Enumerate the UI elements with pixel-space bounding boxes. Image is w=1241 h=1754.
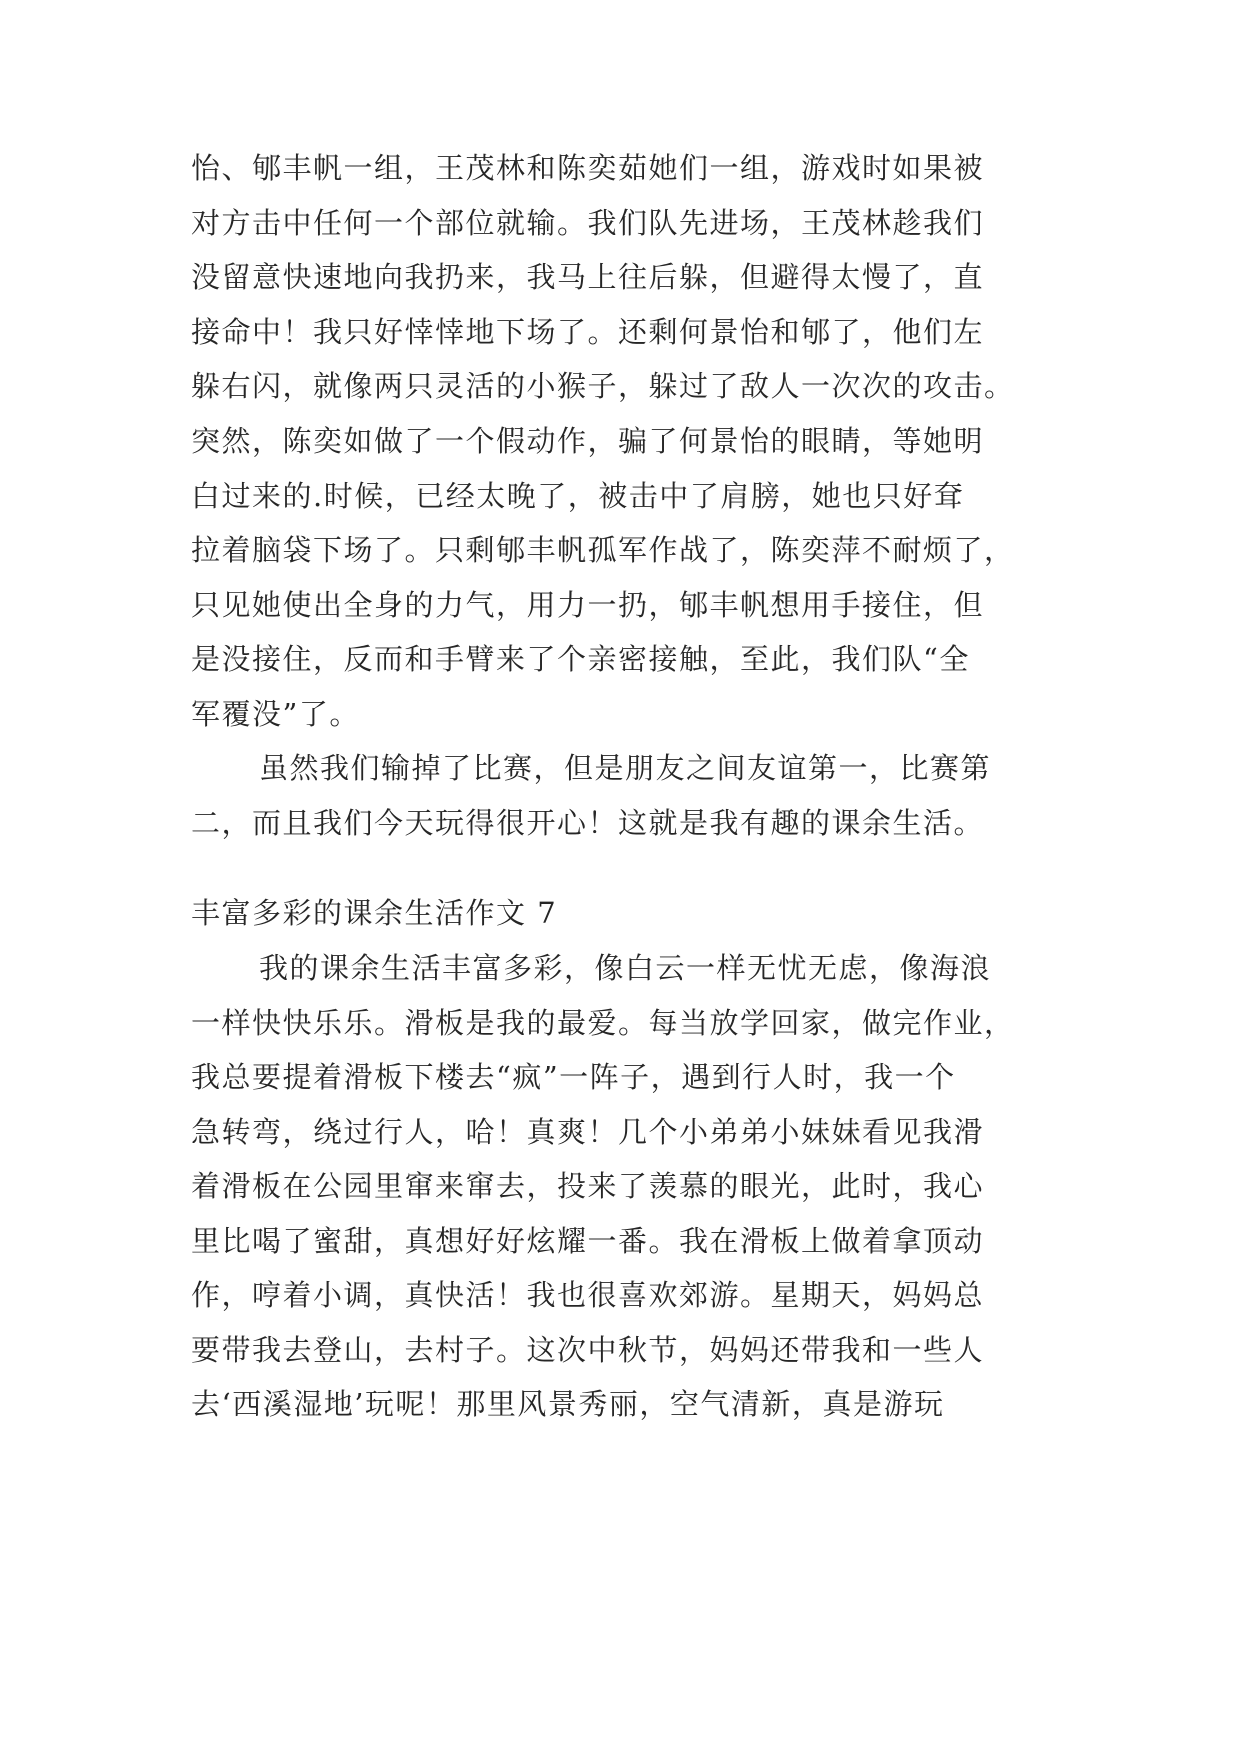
- paragraph-2-line-2: 二，而且我们今天玩得很开心！这就是我有趣的课余生活。: [191, 806, 985, 840]
- paragraph-1-line-7: 白过来的.时候，已经太晚了，被击中了肩膀，她也只好耷: [191, 479, 965, 513]
- paragraph-3-line-7: 作，哼着小调，真快活！我也很喜欢郊游。星期天，妈妈总: [191, 1278, 985, 1312]
- paragraph-1-line-9: 只见她使出全身的力气，用力一扔，郇丰帆想用手接住，但: [191, 588, 985, 622]
- paragraph-3-line-4: 急转弯，绕过行人，哈！真爽！几个小弟弟小妹妹看见我滑: [191, 1115, 985, 1149]
- paragraph-3-line-2: 一样快快乐乐。滑板是我的最爱。每当放学回家，做完作业，: [191, 1006, 1015, 1040]
- paragraph-1-line-3: 没留意快速地向我扔来，我马上往后躲，但避得太慢了，直: [191, 260, 985, 294]
- paragraph-1-line-10: 是没接住，反而和手臂来了个亲密接触，至此，我们队“全: [191, 642, 970, 676]
- paragraph-1-line-8: 拉着脑袋下场了。只剩郇丰帆孤军作战了，陈奕萍不耐烦了，: [191, 533, 1015, 567]
- paragraph-1-line-2: 对方击中任何一个部位就输。我们队先进场，王茂林趁我们: [191, 206, 985, 240]
- paragraph-3-line-8: 要带我去登山，去村子。这次中秋节，妈妈还带我和一些人: [191, 1333, 985, 1367]
- paragraph-2-line-1: 虽然我们输掉了比赛，但是朋友之间友谊第一，比赛第: [259, 751, 992, 785]
- paragraph-1-line-6: 突然，陈奕如做了一个假动作，骗了何景怡的眼睛，等她明: [191, 424, 985, 458]
- paragraph-3-line-6: 里比喝了蜜甜，真想好好炫耀一番。我在滑板上做着拿顶动: [191, 1224, 985, 1258]
- paragraph-3-line-5: 着滑板在公园里窜来窜去，投来了羡慕的眼光，此时，我心: [191, 1169, 985, 1203]
- section-title: 丰富多彩的课余生活作文 7: [191, 896, 558, 930]
- paragraph-3-line-1: 我的课余生活丰富多彩，像白云一样无忧无虑，像海浪: [259, 951, 992, 985]
- paragraph-3-line-3: 我总要提着滑板下楼去“疯”一阵子，遇到行人时，我一个: [191, 1060, 956, 1094]
- paragraph-1-line-5: 躲右闪，就像两只灵活的小猴子，躲过了敌人一次次的攻击。: [191, 369, 1015, 403]
- paragraph-1-line-11: 军覆没”了。: [191, 697, 360, 731]
- paragraph-3-line-9: 去‘西溪湿地’玩呢！那里风景秀丽，空气清新，真是游玩: [191, 1387, 945, 1421]
- paragraph-1-line-1: 怡、郇丰帆一组，王茂林和陈奕茹她们一组，游戏时如果被: [191, 151, 985, 185]
- paragraph-1-line-4: 接命中！我只好悻悻地下场了。还剩何景怡和郇了，他们左: [191, 315, 985, 349]
